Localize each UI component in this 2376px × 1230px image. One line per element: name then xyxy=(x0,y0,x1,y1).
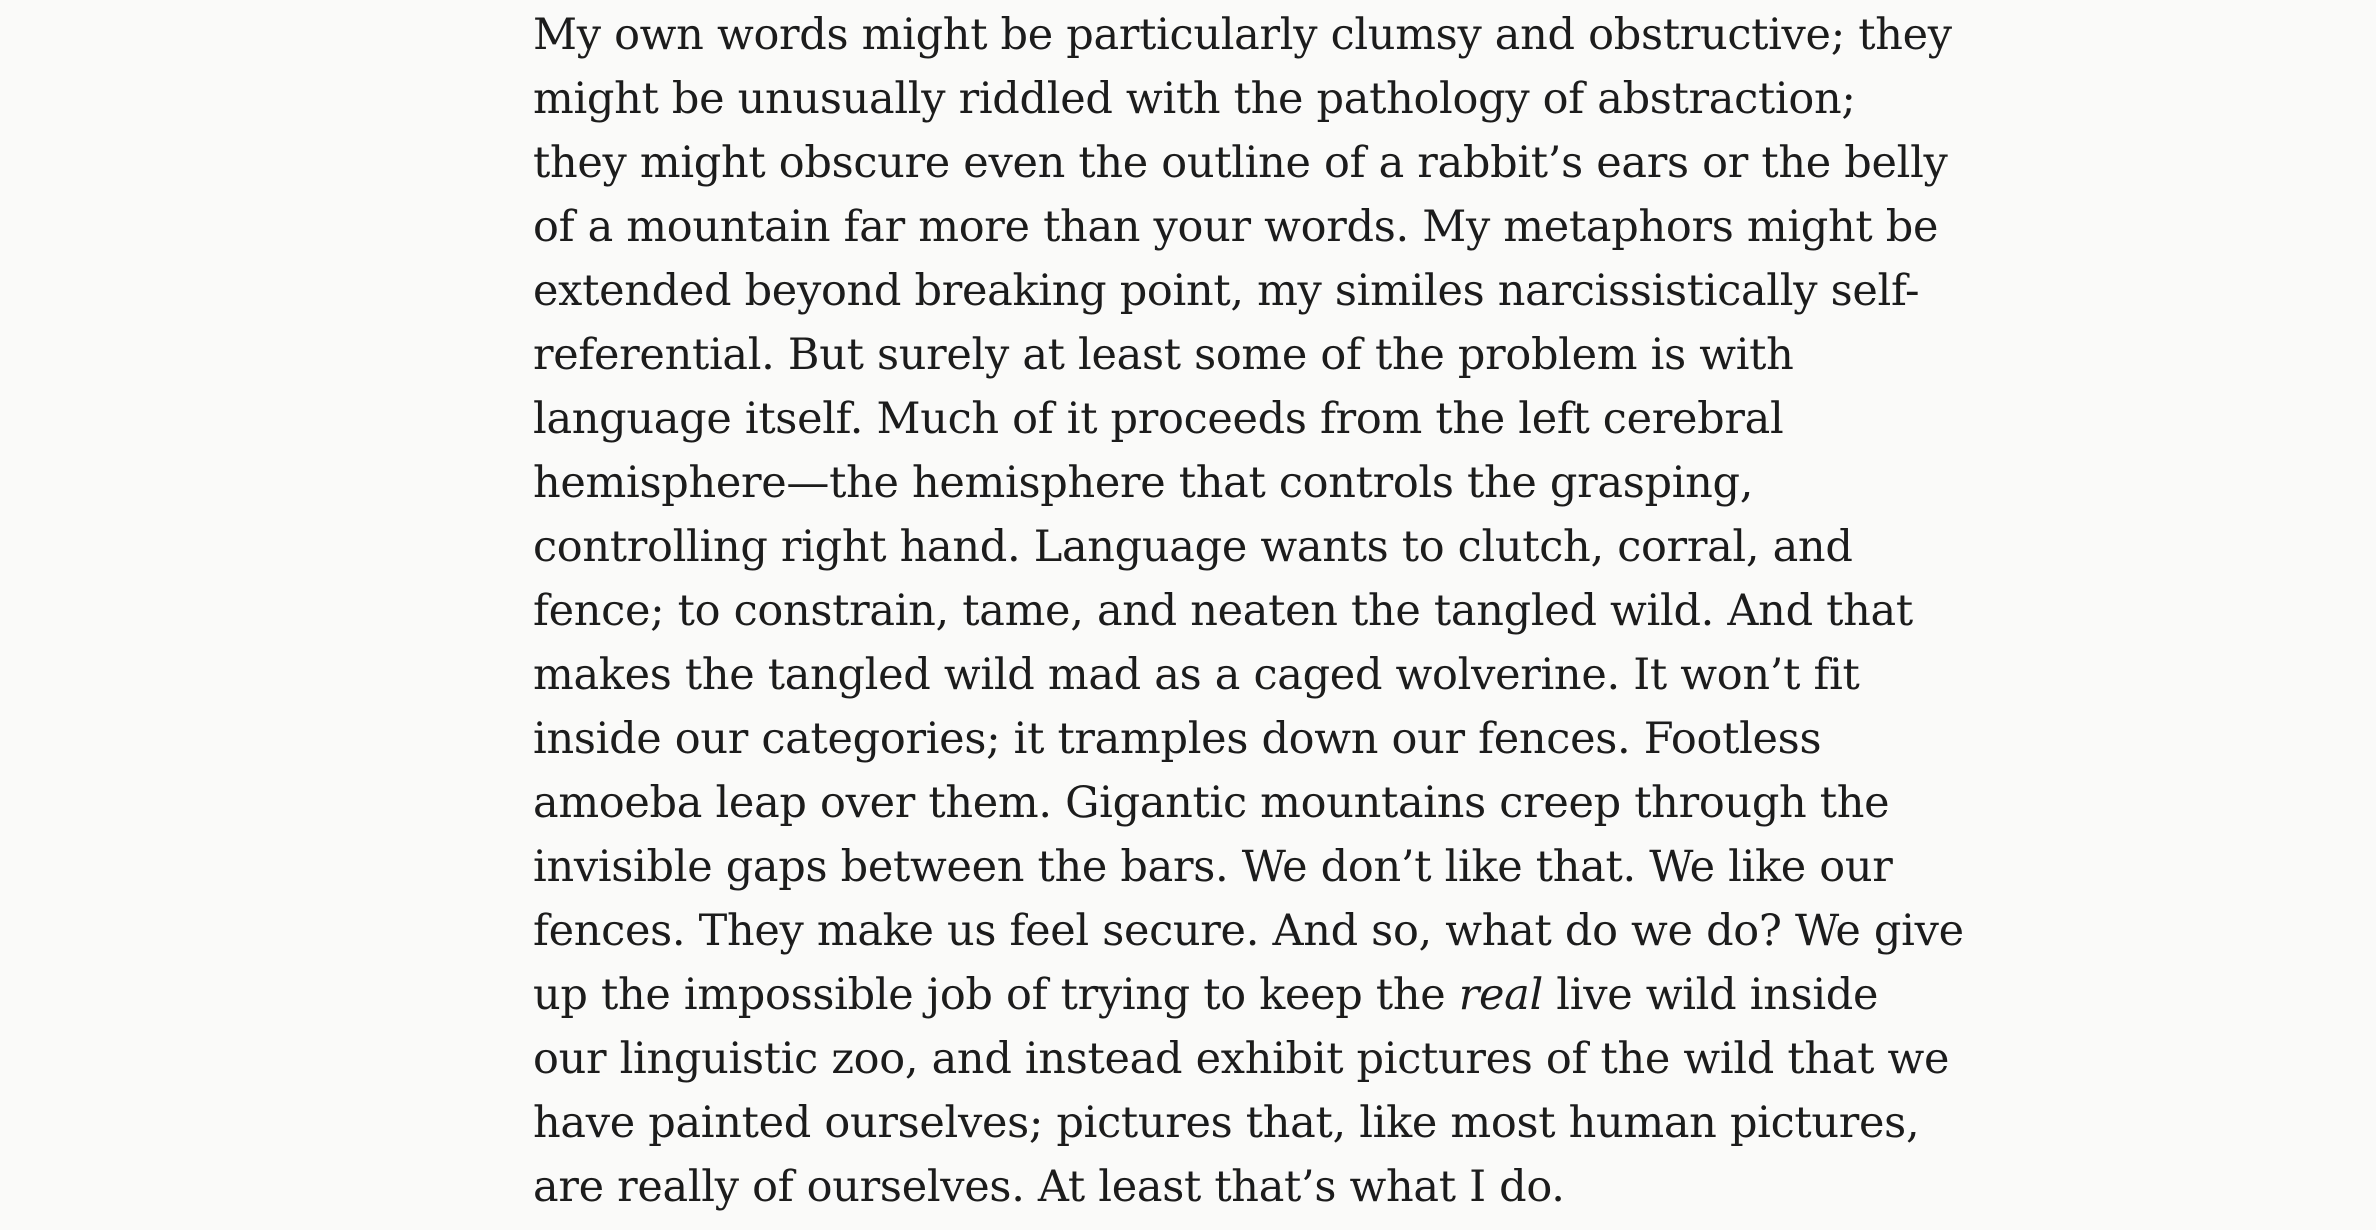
text-line: inside our categories; it tramples down our fences. Footless xyxy=(533,714,1822,764)
text-line: have painted ourselves; pictures that, like most human pictures, xyxy=(533,1098,1920,1148)
text-line: might be unusually riddled with the pathology of abstraction; xyxy=(533,74,1856,124)
text-line: hemisphere—the hemisphere that controls the grasping, xyxy=(533,458,1754,508)
text-line: they might obscure even the outline of a rabbit’s ears or the belly xyxy=(533,138,1948,188)
text-line: are really of ourselves. At least that’s what I do. xyxy=(533,1162,1565,1212)
text-line: of a mountain far more than your words. My metaphors might be xyxy=(533,202,1939,252)
text-line: controlling right hand. Language wants to clutch, corral, and xyxy=(533,522,1853,572)
text-line: language itself. Much of it proceeds from the left cerebral xyxy=(533,394,1784,444)
text-line: My own words might be particularly clumsy and obstructive; they xyxy=(533,10,1952,60)
text-line: our linguistic zoo, and instead exhibit pictures of the wild that we xyxy=(533,1034,1950,1084)
text-segment: live wild inside xyxy=(1542,970,1879,1020)
prose-paragraph xyxy=(533,3,1964,1219)
emphasized-word: real xyxy=(1458,970,1543,1020)
text-line: fences. They make us feel secure. And so, what do we do? We give xyxy=(533,906,1964,956)
text-line: fence; to constrain, tame, and neaten the tangled wild. And that xyxy=(533,586,1913,636)
text-line: extended beyond breaking point, my similes narcissistically self- xyxy=(533,266,1920,316)
text-line: referential. But surely at least some of the problem is with xyxy=(533,330,1794,380)
text-line: makes the tangled wild mad as a caged wolverine. It won’t fit xyxy=(533,650,1860,700)
text-line: invisible gaps between the bars. We don’t like that. We like our xyxy=(533,842,1893,892)
text-segment: up the impossible job of trying to keep the xyxy=(533,970,1459,1020)
text-line-with-emphasis xyxy=(533,963,1933,1027)
text-line: amoeba leap over them. Gigantic mountains creep through the xyxy=(533,778,1890,828)
